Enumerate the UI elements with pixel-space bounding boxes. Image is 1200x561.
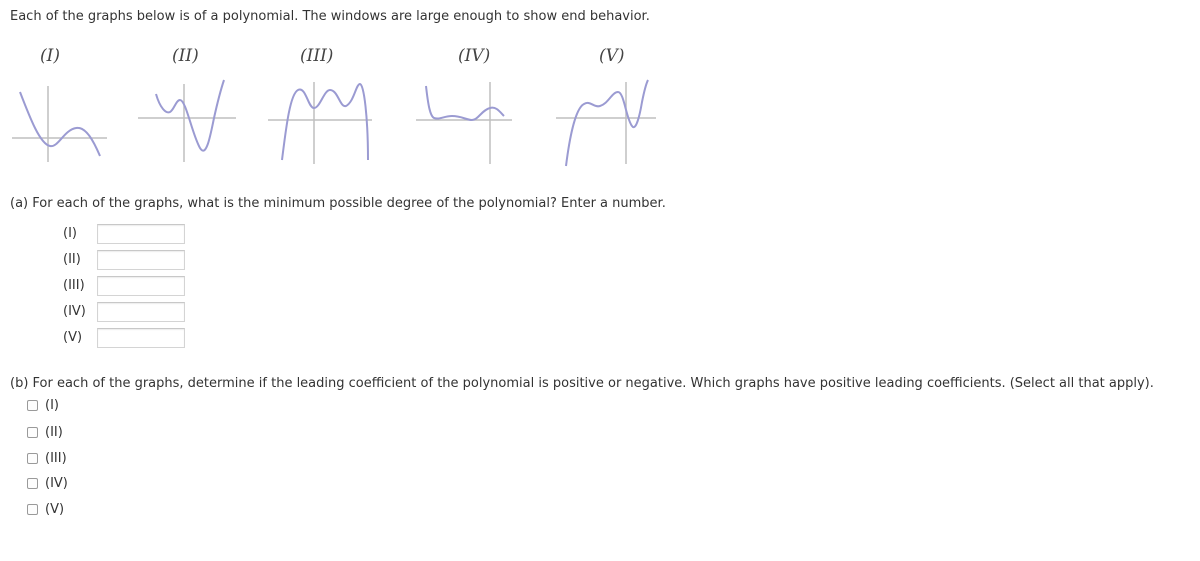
answer-row-4 — [63, 302, 203, 324]
option-label-3[interactable]: (III) — [45, 451, 67, 466]
checkbox-3[interactable] — [27, 453, 38, 464]
degree-input-2[interactable] — [97, 250, 185, 270]
option-row-3[interactable] — [27, 450, 147, 468]
question-b: (b) For each of the graphs, determine if the leading coefficient of the polynomial is positive or negative. Which graphs have positive leading coefficients. (Select all that apply). — [10, 376, 1154, 391]
graph-label-4: (IV) — [458, 46, 491, 66]
answer-row-3 — [63, 276, 203, 298]
graph-5-curve — [566, 80, 648, 166]
intro-text: Each of the graphs below is of a polynomial. The windows are large enough to show end behavior. — [10, 9, 650, 24]
option-row-2[interactable] — [27, 424, 147, 442]
graph-2-curve — [156, 80, 224, 151]
answer-label-1: (I) — [63, 226, 77, 241]
answer-row-1 — [63, 224, 203, 246]
graph-2 — [138, 78, 238, 168]
answer-row-5 — [63, 328, 203, 350]
graph-3 — [268, 78, 378, 168]
graph-4 — [416, 78, 526, 168]
option-row-4[interactable] — [27, 475, 147, 493]
degree-input-4[interactable] — [97, 302, 185, 322]
option-label-1[interactable]: (I) — [45, 398, 59, 413]
option-row-5[interactable] — [27, 501, 147, 519]
degree-input-5[interactable] — [97, 328, 185, 348]
graph-label-2: (II) — [172, 46, 199, 66]
option-row-1[interactable] — [27, 397, 147, 415]
answer-label-2: (II) — [63, 252, 81, 267]
checkbox-4[interactable] — [27, 478, 38, 489]
graph-label-3: (III) — [300, 46, 334, 66]
checkbox-5[interactable] — [27, 504, 38, 515]
graph-3-curve — [282, 84, 368, 160]
graph-label-1: (I) — [40, 46, 60, 66]
answer-row-2 — [63, 250, 203, 272]
degree-input-3[interactable] — [97, 276, 185, 296]
graph-4-curve — [426, 86, 504, 120]
graph-1-curve — [20, 92, 100, 156]
question-a: (a) For each of the graphs, what is the minimum possible degree of the polynomial? Enter a number. — [10, 196, 666, 211]
checkbox-1[interactable] — [27, 400, 38, 411]
option-label-2[interactable]: (II) — [45, 425, 63, 440]
checkbox-2[interactable] — [27, 427, 38, 438]
option-label-5[interactable]: (V) — [45, 502, 65, 517]
graph-5 — [556, 78, 666, 168]
degree-input-1[interactable] — [97, 224, 185, 244]
option-label-4[interactable]: (IV) — [45, 476, 68, 491]
answer-label-3: (III) — [63, 278, 85, 293]
answer-label-5: (V) — [63, 330, 83, 345]
graph-1 — [12, 78, 112, 168]
graph-label-5: (V) — [599, 46, 625, 66]
answer-label-4: (IV) — [63, 304, 86, 319]
